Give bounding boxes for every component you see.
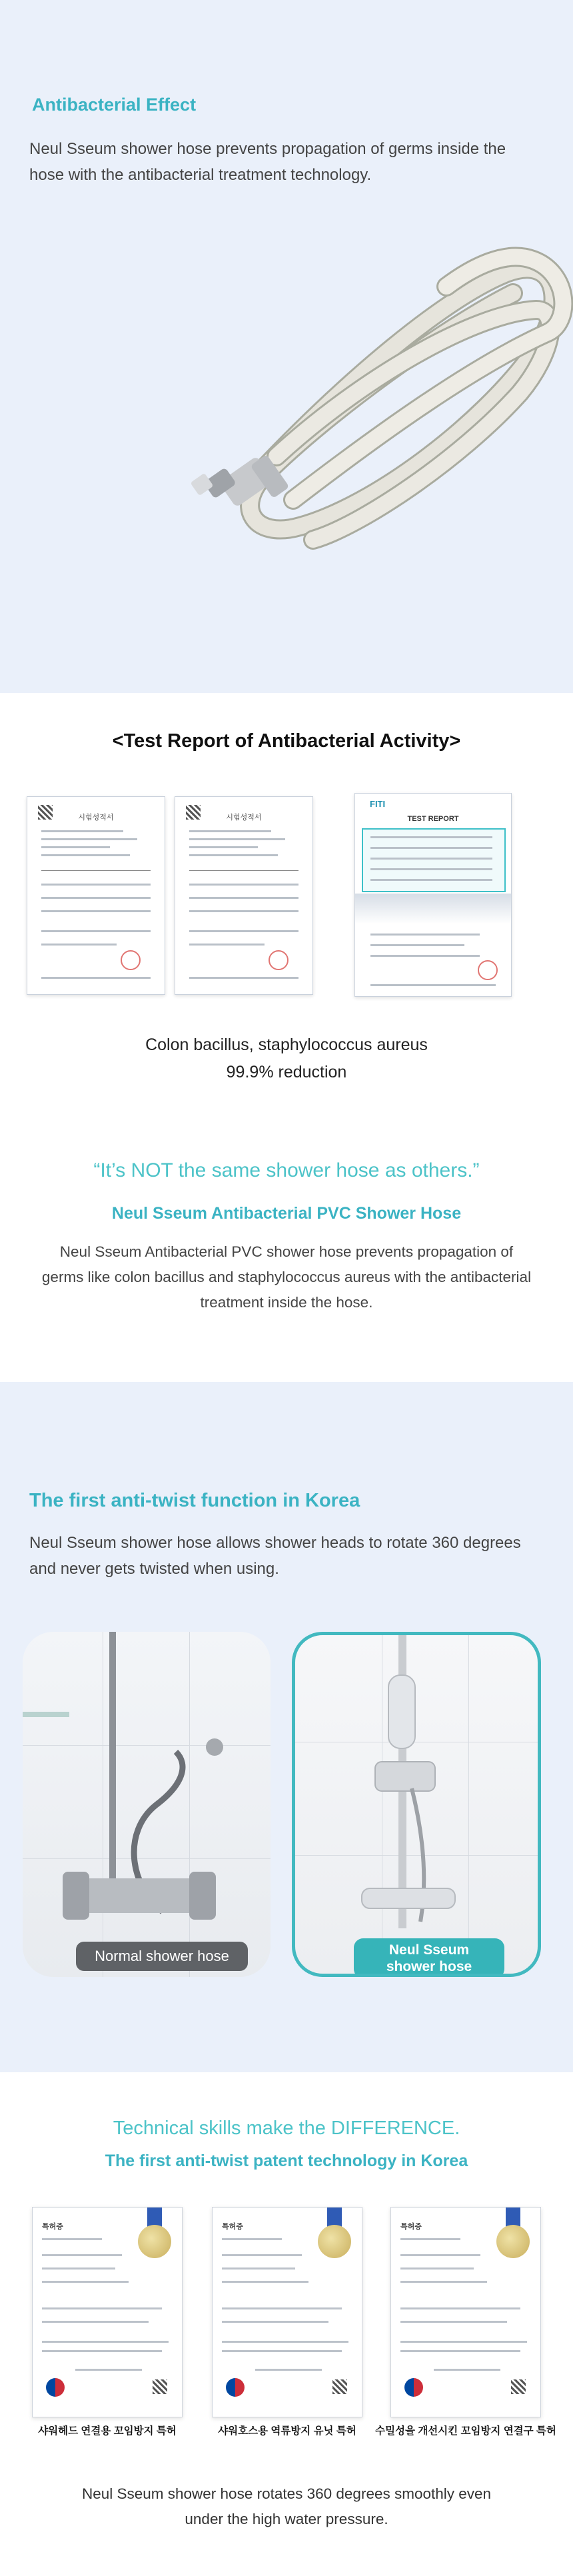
antibacterial-description: Neul Sseum shower hose prevents propagation of germs inside the hose with the antibacterial treatment technology. [29,140,506,184]
document-title: 시험성적서 [226,814,262,822]
anti-twist-description: Neul Sseum shower hose allows shower heads to rotate 360 degrees and never gets twisted when using. [29,1534,521,1578]
neul-sseum-hose-photo [292,1632,541,1977]
difference-description: Neul Sseum Antibacterial PVC shower hose prevents propagation of germs like colon bacillus and staphylococcus aureus with the antibacterial treatment inside the hose. [41,1243,532,1311]
label-line-1: Neul Sseum [388,1942,470,1958]
qr-code-icon [511,2379,526,2394]
gold-medal-icon [496,2225,530,2258]
label-line-2: shower hose [386,1959,472,1974]
seal-stamp-icon [121,950,141,970]
patent-caption-3: 수밀성을 개선시킨 꼬임방지 연결구 특허 [375,2425,556,2437]
tech-heading: Technical skills make the DIFFERENCE. [113,2118,460,2139]
shower-hose-image [160,193,573,593]
patent-caption-2: 샤워호스용 역류방지 유닛 특허 [218,2425,356,2437]
antibacterial-heading: Antibacterial Effect [32,95,197,115]
gold-medal-icon [318,2225,351,2258]
patent-title: 특허증 [400,2223,422,2231]
anti-twist-section [0,1382,573,2072]
caption-line-2: 99.9% reduction [226,1063,347,1081]
gold-medal-icon [138,2225,171,2258]
patent-certificate-3 [390,2207,541,2417]
caption-line-1: Colon bacillus, staphylococcus aureus [145,1035,428,1054]
test-report-caption [0,1031,573,1086]
korea-emblem-icon [46,2378,65,2397]
qr-code-icon [332,2379,347,2394]
patent-certificate-2 [212,2207,362,2417]
test-report-heading: <Test Report of Antibacterial Activity> [112,730,461,752]
korea-emblem-icon [226,2378,245,2397]
seal-stamp-icon [269,950,288,970]
patent-title: 특허증 [222,2223,243,2231]
fiti-logo: FITI [370,799,386,809]
anti-twist-heading: The first anti-twist function in Korea [29,1490,360,1511]
normal-hose-label: Normal shower hose [76,1942,248,1971]
korea-emblem-icon [404,2378,423,2397]
antibacterial-section [0,0,573,693]
difference-subheading: Neul Sseum Antibacterial PVC Shower Hose [111,1204,462,1223]
test-report-document-1 [27,796,165,995]
document-title: 시험성적서 [78,814,114,822]
patent-title: 특허증 [42,2223,63,2231]
seal-stamp-icon [478,960,498,980]
document-title: TEST REPORT [407,815,459,823]
patent-certificate-1 [32,2207,183,2417]
tech-subheading: The first anti-twist patent technology in Korea [105,2152,468,2170]
test-report-document-2 [175,796,313,995]
neul-sseum-hose-label [354,1938,504,1977]
patent-caption-1: 샤워헤드 연결용 꼬임방지 특허 [38,2425,177,2437]
normal-shower-hose-photo [23,1632,271,1977]
test-report-document-3 [354,793,512,997]
footer-description: Neul Sseum shower hose rotates 360 degrees smoothly even under the high water pressure. [81,2485,492,2527]
difference-quote: “It’s NOT the same shower hose as others.” [93,1159,480,1181]
qr-code-icon [153,2379,167,2394]
